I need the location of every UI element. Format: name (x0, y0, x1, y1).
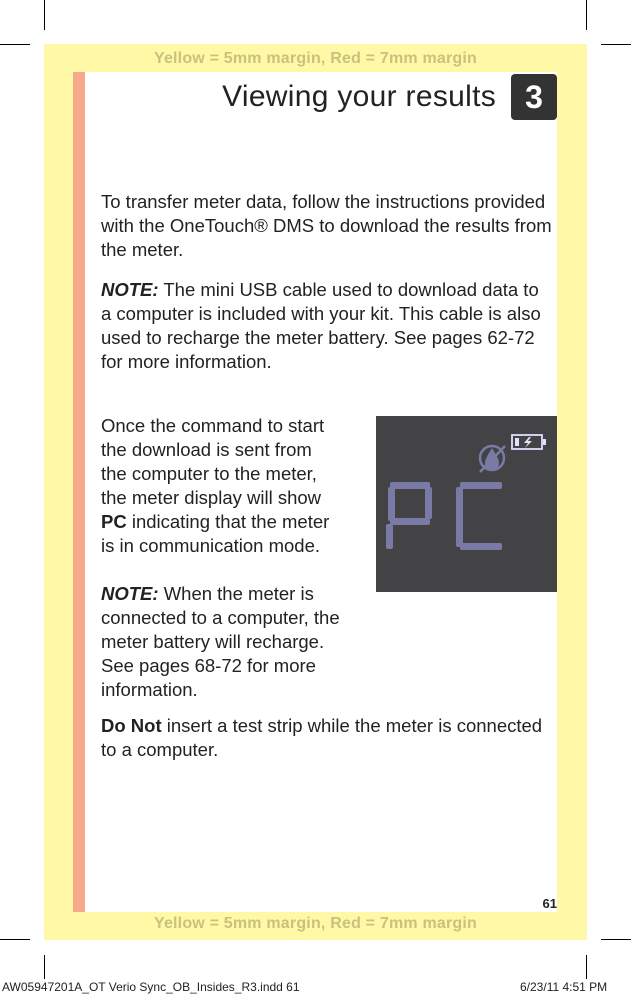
download-paragraph (101, 414, 341, 558)
crop-mark (601, 939, 631, 940)
crop-mark (44, 0, 45, 30)
display-code-label: PC (466, 435, 469, 437)
crop-mark (0, 939, 30, 940)
paragraph-text: indicating that the meter is in communication mode. (101, 511, 330, 556)
note-label: NOTE: (101, 279, 159, 300)
crop-mark (0, 44, 30, 45)
slug-file-info: AW05947201A_OT Verio Sync_OB_Insides_R3.indd 61 (2, 980, 300, 994)
slug-date-time: 6/23/11 4:51 PM (520, 980, 608, 994)
note-label: NOTE: (101, 583, 159, 604)
blood-drop-icon (480, 446, 505, 472)
meter-display (376, 416, 557, 592)
battery-charging-icon (512, 435, 546, 449)
note-2 (101, 582, 341, 702)
display-segment-p (386, 482, 432, 549)
warning-label: Do Not (101, 715, 162, 736)
page-title: Viewing your results (222, 80, 496, 113)
note-text: When the meter is connected to a computer, the meter battery will recharge. See pages 68-72 for more information. (101, 583, 340, 700)
warning-text: insert a test strip while the meter is connected to a computer. (101, 715, 543, 760)
chapter-tab: 3 (511, 74, 557, 120)
crop-mark (601, 44, 631, 45)
pc-code: PC (101, 511, 127, 532)
display-segment-c (456, 482, 502, 550)
margin-note-bottom: Yellow = 5mm margin, Red = 7mm margin (153, 915, 478, 932)
warning-paragraph (101, 714, 557, 762)
note-1 (101, 278, 553, 374)
crop-mark (586, 0, 587, 30)
meter-display-graphic (376, 416, 557, 592)
page-number: 61 (542, 896, 557, 911)
margin-note-top: Yellow = 5mm margin, Red = 7mm margin (153, 50, 478, 67)
crop-mark (586, 955, 587, 979)
crop-mark (44, 955, 45, 979)
intro-paragraph: To transfer meter data, follow the instructions provided with the OneTouch® DMS to download the results from the meter. (101, 191, 552, 260)
red-margin-bar (73, 72, 85, 912)
note-text: The mini USB cable used to download data to a computer is included with your kit. This cable is also used to recharge the meter battery. See pages 62-72 for more information. (101, 279, 541, 372)
paragraph-text: Once the command to start the download is sent from the computer to the meter, the meter display will show (101, 415, 325, 508)
